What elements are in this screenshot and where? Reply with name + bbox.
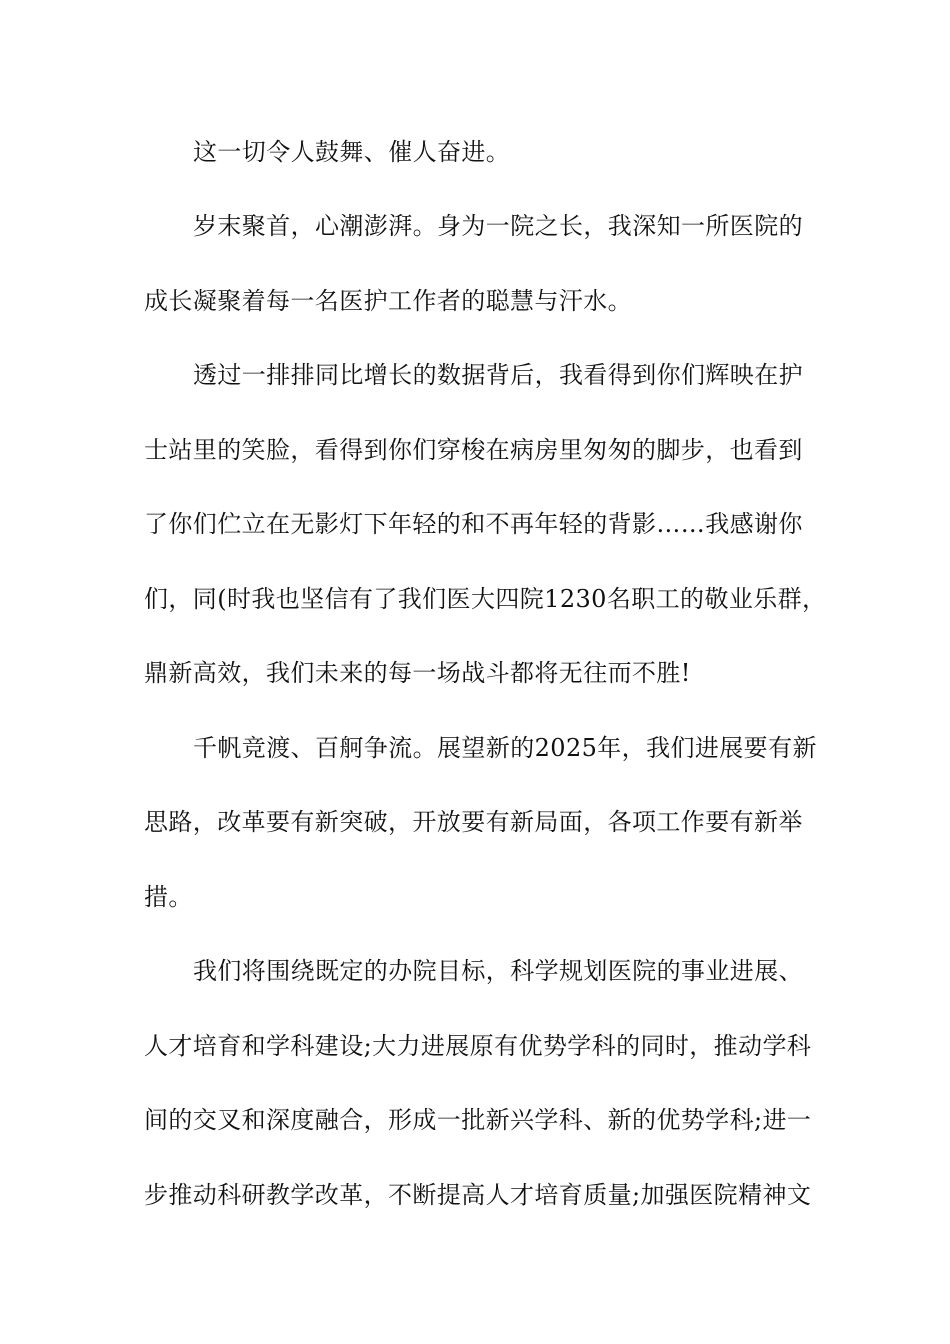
paragraph-5-line-2: 人才培育和学科建设;大力进展原有优势学科的同时，推动学科: [144, 1032, 812, 1060]
paragraph-3-line-2: 士站里的笑脸，看得到你们穿梭在病房里匆匆的脚步，也看到: [144, 436, 803, 464]
paragraph-5-line-3: 间的交叉和深度融合，形成一批新兴学科、新的优势学科;进一: [144, 1106, 812, 1134]
paragraph-4-line-1: 千帆竞渡、百舸争流。展望新的2025年，我们进展要有新: [193, 734, 817, 762]
paragraph-2-line-1: 岁末聚首，心潮澎湃。身为一院之长，我深知一所医院的: [193, 212, 803, 240]
paragraph-3-line-4: 们，同(时我也坚信有了我们医大四院1230名职工的敬业乐群，: [144, 585, 827, 613]
paragraph-3-line-3: 了你们伫立在无影灯下年轻的和不再年轻的背影……我感谢你: [144, 510, 803, 538]
paragraph-4-line-2: 思路，改革要有新突破，开放要有新局面，各项工作要有新举: [144, 808, 803, 836]
paragraph-5-line-1: 我们将围绕既定的办院目标，科学规划医院的事业进展、: [193, 957, 803, 985]
paragraph-4-line-3: 措。: [144, 883, 193, 911]
paragraph-5-line-4: 步推动科研教学改革，不断提高人才培育质量;加强医院精神文: [144, 1181, 812, 1209]
paragraph-1-line-1: 这一切令人鼓舞、催人奋进。: [193, 138, 511, 166]
paragraph-3-line-5: 鼎新高效，我们未来的每一场战斗都将无往而不胜!: [144, 659, 691, 687]
paragraph-2-line-2: 成长凝聚着每一名医护工作者的聪慧与汗水。: [144, 287, 632, 315]
paragraph-3-line-1: 透过一排排同比增长的数据背后，我看得到你们辉映在护: [193, 361, 803, 389]
